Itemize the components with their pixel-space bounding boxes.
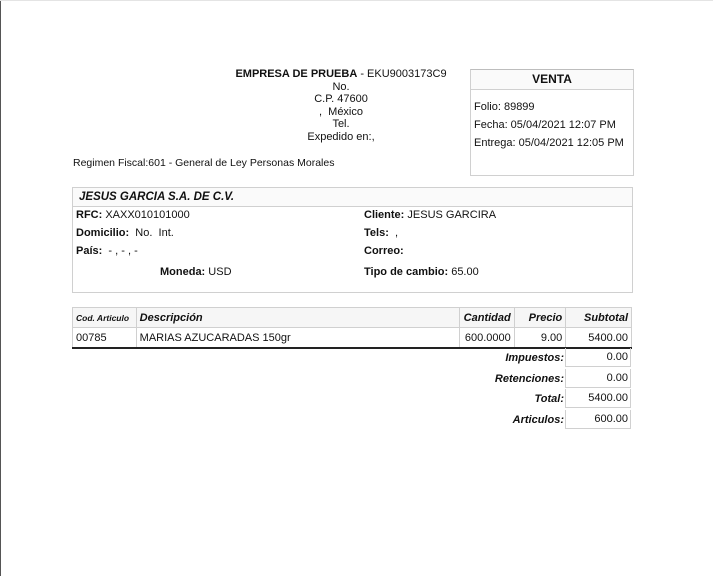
impuestos-label: Impuestos: <box>505 352 564 364</box>
header-cantidad: Cantidad <box>460 308 515 328</box>
client-rfc: RFC: XAXX010101000 <box>76 209 190 221</box>
client-box <box>72 187 633 293</box>
total-value: 5400.00 <box>565 389 631 408</box>
client-tels: Tels: , <box>364 227 399 239</box>
page-edge <box>0 0 1 576</box>
company-header <box>213 68 469 144</box>
company-name: EMPRESA DE PRUEBA <box>235 68 358 80</box>
venta-title: VENTA <box>471 70 633 90</box>
venta-folio: Folio: 89899 <box>474 101 535 113</box>
header-cod: Cod. Articulo <box>73 308 137 328</box>
item-precio: 9.00 <box>514 328 566 349</box>
item-cantidad: 600.0000 <box>460 328 515 349</box>
items-header-row <box>73 308 632 328</box>
header-subtotal: Subtotal <box>566 308 632 328</box>
retenciones-value: 0.00 <box>565 369 631 388</box>
client-domicilio: Domicilio: No. Int. <box>76 227 174 239</box>
client-moneda: Moneda: USD <box>160 266 232 278</box>
items-table <box>72 307 632 349</box>
company-country: , México <box>318 105 363 118</box>
item-cod: 00785 <box>73 328 137 349</box>
articulos-label: Articulos: <box>512 414 564 426</box>
client-name: JESUS GARCIA S.A. DE C.V. <box>73 188 632 207</box>
articulos-value: 600.00 <box>565 410 631 429</box>
header-precio: Precio <box>514 308 566 328</box>
header-descripcion: Descripción <box>136 308 459 328</box>
company-phone: Tel. <box>332 118 350 131</box>
table-row <box>73 328 632 349</box>
regimen-fiscal: Regimen Fiscal:601 - General de Ley Personas Morales <box>73 157 335 169</box>
venta-fecha: Fecha: 05/04/2021 12:07 PM <box>474 119 616 131</box>
item-descripcion: MARIAS AZUCARADAS 150gr <box>136 328 459 349</box>
retenciones-label: Retenciones: <box>494 373 564 385</box>
item-subtotal: 5400.00 <box>566 328 632 349</box>
page-edge-top <box>0 0 713 1</box>
company-rfc: - EKU9003173C9 <box>357 68 447 80</box>
company-postal-code: C.P. 47600 <box>314 93 368 106</box>
client-correo: Correo: <box>364 245 404 257</box>
client-cliente: Cliente: JESUS GARCIRA <box>364 209 497 221</box>
venta-entrega: Entrega: 05/04/2021 12:05 PM <box>474 137 624 149</box>
client-pais: País: - , - , - <box>76 245 138 257</box>
client-tipo-cambio: Tipo de cambio: 65.00 <box>364 266 479 278</box>
company-number: No. <box>332 80 350 93</box>
company-expedido: Expedido en:, <box>307 130 375 143</box>
venta-box <box>470 69 634 176</box>
impuestos-value: 0.00 <box>565 348 631 367</box>
total-label: Total: <box>534 393 564 405</box>
